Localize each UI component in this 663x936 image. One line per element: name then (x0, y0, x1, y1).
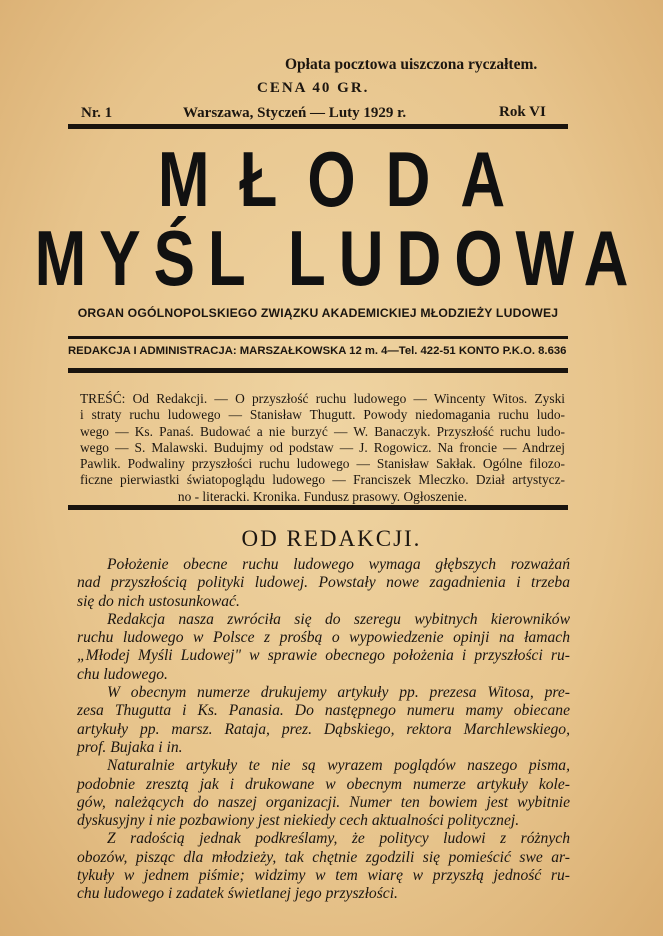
article-title: OD REDAKCJI. (241, 526, 422, 551)
toc-line: Pawlik. Podwaliny przyszłości ruchu ludowego — Stanisław Sakłak. Ogólne filozo- (80, 456, 565, 472)
paragraph-line: obozów, pisząc dla młodzieży, tak chętnie zgodzili się pomieścić swe ar- (77, 848, 570, 866)
toc-line: wego — S. Malawski. Budujmy od podstaw — J. Rogowicz. Na froncie — Andrzej (80, 439, 565, 455)
paragraph-line: artykuły pp. marsz. Rataja, prez. Dąbskiego, rektora Marchlewskiego, (77, 720, 570, 738)
issue-number: Nr. 1 (81, 105, 113, 121)
issue-date: Warszawa, Styczeń — Luty 1929 r. (183, 105, 407, 121)
paragraph-line: chu ludowego. (77, 665, 168, 683)
paragraph-line: podobnie zresztą jak i drukowane w obecnym numerze artykuły kole- (77, 775, 570, 793)
toc-line: i straty ruchu ludowego — Stanisław Thugutt. Powody niedomagania ruchu ludo- (80, 407, 565, 423)
article-body (77, 556, 570, 904)
toc-line: ficzne pierwiastki światopoglądu ludowego — Franciszek Mleczko. Dział artystycz- (80, 472, 565, 488)
postage-note: Opłata pocztowa uiszczona ryczałtem. (285, 56, 538, 73)
paragraph-line: Naturalnie artykuły te nie są wyrazem poglądów naszego pisma, (107, 757, 570, 775)
toc-line: no - literacki. Kronika. Fundusz prasowy. Ogłoszenie. (177, 488, 468, 504)
paragraph-line: zesa Thugutta i Ks. Panasia. Do następnego numeru mamy obiecane (77, 702, 570, 720)
toc-line: TREŚĆ: Od Redakcji. — O przyszłość ruchu ludowego — Wincenty Witos. Zyski (80, 391, 565, 406)
divider (68, 505, 568, 510)
paragraph-line: dyskusyjny i nie pozbawiony jest niekiedy cech aktualności politycznej. (77, 812, 520, 830)
paragraph-line: W obecnym numerze drukujemy artykuły pp. prezesa Witosa, pre- (107, 684, 570, 702)
masthead-line-2: MYŚL LUDOWA (34, 216, 642, 303)
paragraph-line: ruchu ludowego w Polsce z prośbą o wypowiedzenie opinji na łamach (77, 629, 570, 647)
paragraph-line: „Młodej Myśli Ludowej" w sprawie obecnego położenia i przyszłości ru- (77, 647, 570, 665)
paragraph-line: Redakcja nasza zwróciła się do szeregu wybitnych kierowników (107, 610, 570, 628)
divider (68, 336, 568, 339)
address-line: REDAKCJA I ADMINISTRACJA: MARSZAŁKOWSKA 12 m. 4—Tel. 422-51 KONTO P.K.O. 8.636 (68, 345, 567, 357)
subtitle: ORGAN OGÓLNOPOLSKIEGO ZWIĄZKU AKADEMICKIEJ MŁODZIEŻY LUDOWEJ (77, 306, 559, 320)
paragraph-line: się do nich ustosunkować. (77, 592, 240, 610)
table-of-contents (80, 391, 565, 505)
toc-line: wego — Ks. Panaś. Budować a nie burzyć — W. Banaczyk. Przyszłość ruchu ludo- (80, 423, 565, 439)
paragraph-line: chu ludowego i zadatek świetlanej jego przyszłości. (77, 885, 398, 903)
price: CENA 40 GR. (257, 80, 370, 96)
paragraph-line: Położenie obecne ruchu ludowego wymaga głębszych rozważań (107, 556, 570, 573)
divider (68, 368, 568, 373)
volume-year: Rok VI (499, 104, 546, 120)
paragraph-line: tykuły w jednem piśmie; widzimy w tem wiarę w przyszłą jedność ru- (77, 867, 570, 885)
masthead-line-1: MŁODA (157, 137, 536, 224)
paragraph-line: prof. Bujaka i in. (77, 738, 183, 756)
divider (68, 124, 568, 129)
paragraph-line: gów, należących do naszej organizacji. Numer ten bowiem jest wybitnie (77, 793, 570, 811)
paragraph-line: nad przyszłością polityki ludowej. Powstały nowe zagadnienia i trzeba (77, 574, 570, 592)
paragraph-line: Z radością jednak podkreślamy, że politycy ludowi z różnych (107, 830, 570, 848)
